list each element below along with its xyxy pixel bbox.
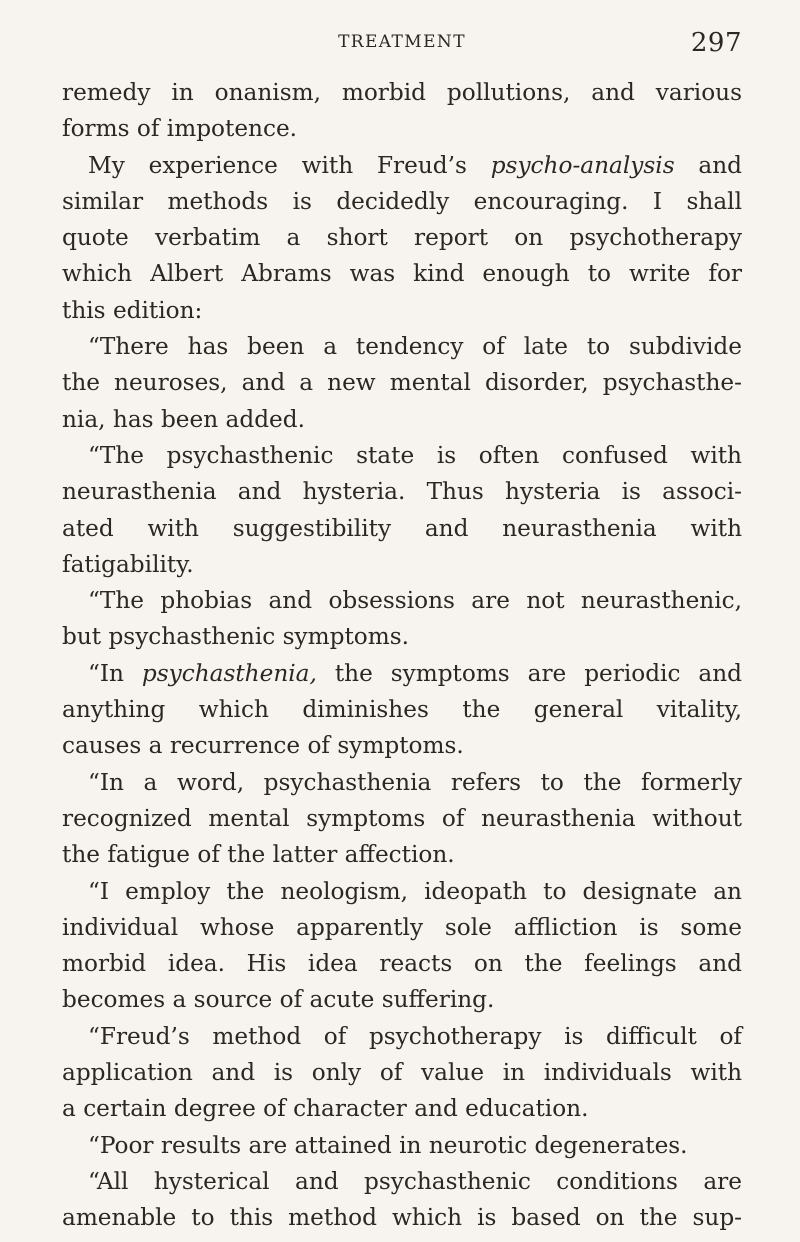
text-line: a certain degree of character and education. <box>62 1095 589 1123</box>
text-line: nia, has been added. <box>62 405 305 433</box>
text-line: but psychasthenic symptoms. <box>62 623 409 651</box>
text-line: application and is only of value in individuals with <box>62 1059 742 1087</box>
running-head-title: TREATMENT <box>338 32 466 52</box>
text-line: “Freud’s method of psychotherapy is difficult of <box>88 1022 742 1050</box>
text-line <box>62 148 742 184</box>
text-line: which Albert Abrams was kind enough to write for <box>62 260 742 288</box>
text-line: becomes a source of acute suffering. <box>62 986 495 1014</box>
text-line: amenable to this method which is based on the sup- <box>62 1204 742 1232</box>
text-line: the neuroses, and a new mental disorder, psychasthe- <box>62 369 742 397</box>
text-line: remedy in onanism, morbid pollutions, and various <box>62 79 742 106</box>
page-number: 297 <box>690 28 742 58</box>
text-line: forms of impotence. <box>62 115 298 143</box>
text-line: “The phobias and obsessions are not neurasthenic, <box>88 587 742 615</box>
text-line: “In a word, psychasthenia refers to the formerly <box>88 768 742 796</box>
text-line: morbid idea. His idea reacts on the feelings and <box>62 950 742 978</box>
text-line: “I employ the neologism, ideopath to designate an <box>88 877 742 905</box>
text-line: causes a recurrence of symptoms. <box>62 732 464 760</box>
text-line: “All hysterical and psychasthenic conditions are <box>88 1167 742 1195</box>
text-line: the fatigue of the latter affection. <box>62 841 455 869</box>
text-run: “In <box>88 659 142 687</box>
text-line <box>62 656 742 692</box>
text-line: individual whose apparently sole affliction is some <box>62 913 742 941</box>
text-run: My experience with Freud’s <box>88 151 491 179</box>
text-line: quote verbatim a short report on psychotherapy <box>62 224 742 252</box>
text-line: “There has been a tendency of late to subdivide <box>88 333 742 361</box>
italic-term: psycho-analysis <box>490 151 675 179</box>
text-line: fatigability. <box>62 550 194 578</box>
text-line: recognized mental symptoms of neurasthenia without <box>62 804 742 832</box>
text-line: anything which diminishes the general vitality, <box>62 696 742 724</box>
text-line: ated with suggestibility and neurasthenia with <box>62 514 742 542</box>
body-text <box>62 75 742 1237</box>
italic-term: psychasthenia, <box>141 659 317 687</box>
text-line: similar methods is decidedly encouraging. I shall <box>62 187 742 215</box>
text-run: and <box>674 151 742 179</box>
text-line: “Poor results are attained in neurotic degenerates. <box>88 1131 688 1159</box>
text-run: the symptoms are periodic and <box>316 659 742 687</box>
text-line: this edition: <box>62 296 203 324</box>
running-head <box>62 28 742 62</box>
text-line: neurasthenia and hysteria. Thus hysteria is associ- <box>62 478 742 506</box>
text-line: “The psychasthenic state is often confused with <box>88 441 742 469</box>
